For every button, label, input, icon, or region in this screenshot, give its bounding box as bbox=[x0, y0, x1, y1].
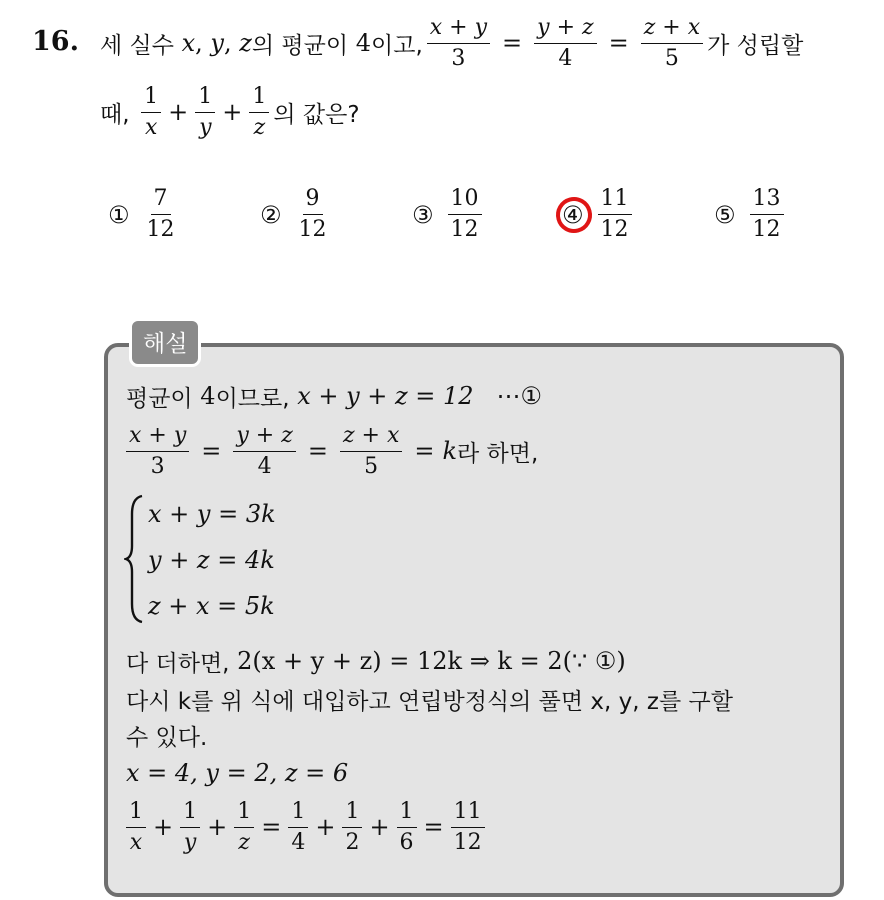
fraction: $\frac{11}{12}$ bbox=[598, 188, 632, 241]
fraction: $\frac{1}{z}$ bbox=[249, 86, 269, 139]
solution-line-7: $\frac{1}{x}$ + $\frac{1}{y}$ + $\frac{1}{z}$ = $\frac{1}{4}$ + $\frac{1}{2}$ + $\frac{1}{6}$ = $\frac{11}{12}$ bbox=[122, 796, 489, 858]
system-eq-2: y + z = 4k bbox=[148, 546, 275, 574]
question-text: 이고, bbox=[371, 32, 423, 59]
choice-marker: ② bbox=[260, 200, 282, 229]
system-eq-3: z + x = 5k bbox=[148, 592, 275, 620]
fraction: $\frac{7}{12}$ bbox=[146, 186, 175, 242]
choice-marker: ④ bbox=[562, 200, 584, 229]
var-y: y bbox=[210, 29, 224, 57]
solution-line-6: x = 4, y = 2, z = 6 bbox=[126, 759, 349, 787]
fraction: $\frac{13}{12}$ bbox=[750, 188, 784, 241]
choice-marker: ① bbox=[108, 200, 130, 229]
fraction: $\frac{x + y}{3}$ bbox=[126, 425, 189, 478]
choice-3[interactable] bbox=[412, 188, 486, 241]
question-text: 의 평균이 bbox=[251, 32, 349, 59]
choice-5[interactable] bbox=[714, 188, 788, 241]
fraction: $\frac{z + x}{5}$ bbox=[340, 425, 402, 478]
fraction: $\frac{1}{y}$ bbox=[195, 86, 215, 139]
fraction: $\frac{10}{12}$ bbox=[448, 188, 482, 241]
solution-label: 해설 bbox=[129, 318, 201, 367]
system-brace bbox=[124, 494, 144, 624]
question-line-2: 때, $\frac{1}{x}$ + $\frac{1}{y}$ + $\frac{1}{z}$ 의 값은? bbox=[100, 83, 360, 140]
question-text: 세 실수 bbox=[100, 32, 174, 59]
mean-value: 4 bbox=[355, 29, 372, 57]
fraction: $\frac{11}{12}$ bbox=[451, 801, 485, 854]
fraction: $\frac{1}{x}$ bbox=[141, 86, 161, 139]
system-eq-1: x + y = 3k bbox=[148, 500, 276, 528]
solution-line-2: $\frac{x + y}{3}$ = $\frac{y + z}{4}$ = $\frac{z + x}{5}$ = k 라 하면, bbox=[122, 420, 538, 482]
solution-line-4: 다시 k를 위 식에 대입하고 연립방정식의 풀면 x, y, z를 구할 bbox=[126, 688, 733, 715]
fraction: $\frac{x + y}{3}$ bbox=[427, 17, 490, 70]
solution-line-3: 다 더하면, 2(x + y + z) = 12k ⇒ k = 2(∵ ①) bbox=[126, 647, 626, 677]
choice-1[interactable] bbox=[108, 188, 182, 241]
fraction: $\frac{1}{y}$ bbox=[180, 801, 200, 854]
question-text: 때, bbox=[100, 101, 130, 128]
var-z: z bbox=[239, 29, 252, 57]
fraction: $\frac{1}{x}$ bbox=[126, 801, 146, 854]
question-number: 16. bbox=[32, 26, 79, 57]
fraction: $\frac{1}{2}$ bbox=[342, 801, 362, 854]
choice-marker: ③ bbox=[412, 200, 434, 229]
question-line-1: 세 실수 x , y , z 의 평균이 4 이고, $\frac{x + y}{3}$ = $\frac{y + z}{4}$ = $\frac{z + x}{5}$ 가 성립할 bbox=[100, 14, 804, 71]
solution-line-1: 평균이 4 이므로, x + y + z = 12 ⋯① bbox=[126, 382, 542, 412]
fraction: $\frac{y + z}{4}$ bbox=[233, 425, 295, 478]
choice-2[interactable] bbox=[260, 188, 334, 241]
question-text: 의 값은? bbox=[273, 101, 360, 128]
fraction: $\frac{y + z}{4}$ bbox=[534, 17, 596, 70]
solution-line-5: 수 있다. bbox=[126, 724, 208, 751]
var-x: x bbox=[181, 29, 196, 57]
fraction: $\frac{1}{6}$ bbox=[397, 801, 417, 854]
fraction: $\frac{9}{12}$ bbox=[298, 186, 327, 242]
fraction: $\frac{1}{z}$ bbox=[234, 801, 254, 854]
question-text: 가 성립할 bbox=[707, 32, 804, 59]
choice-marker: ⑤ bbox=[714, 200, 736, 229]
fraction: $\frac{z + x}{5}$ bbox=[641, 17, 703, 70]
fraction: $\frac{1}{4}$ bbox=[288, 801, 308, 854]
